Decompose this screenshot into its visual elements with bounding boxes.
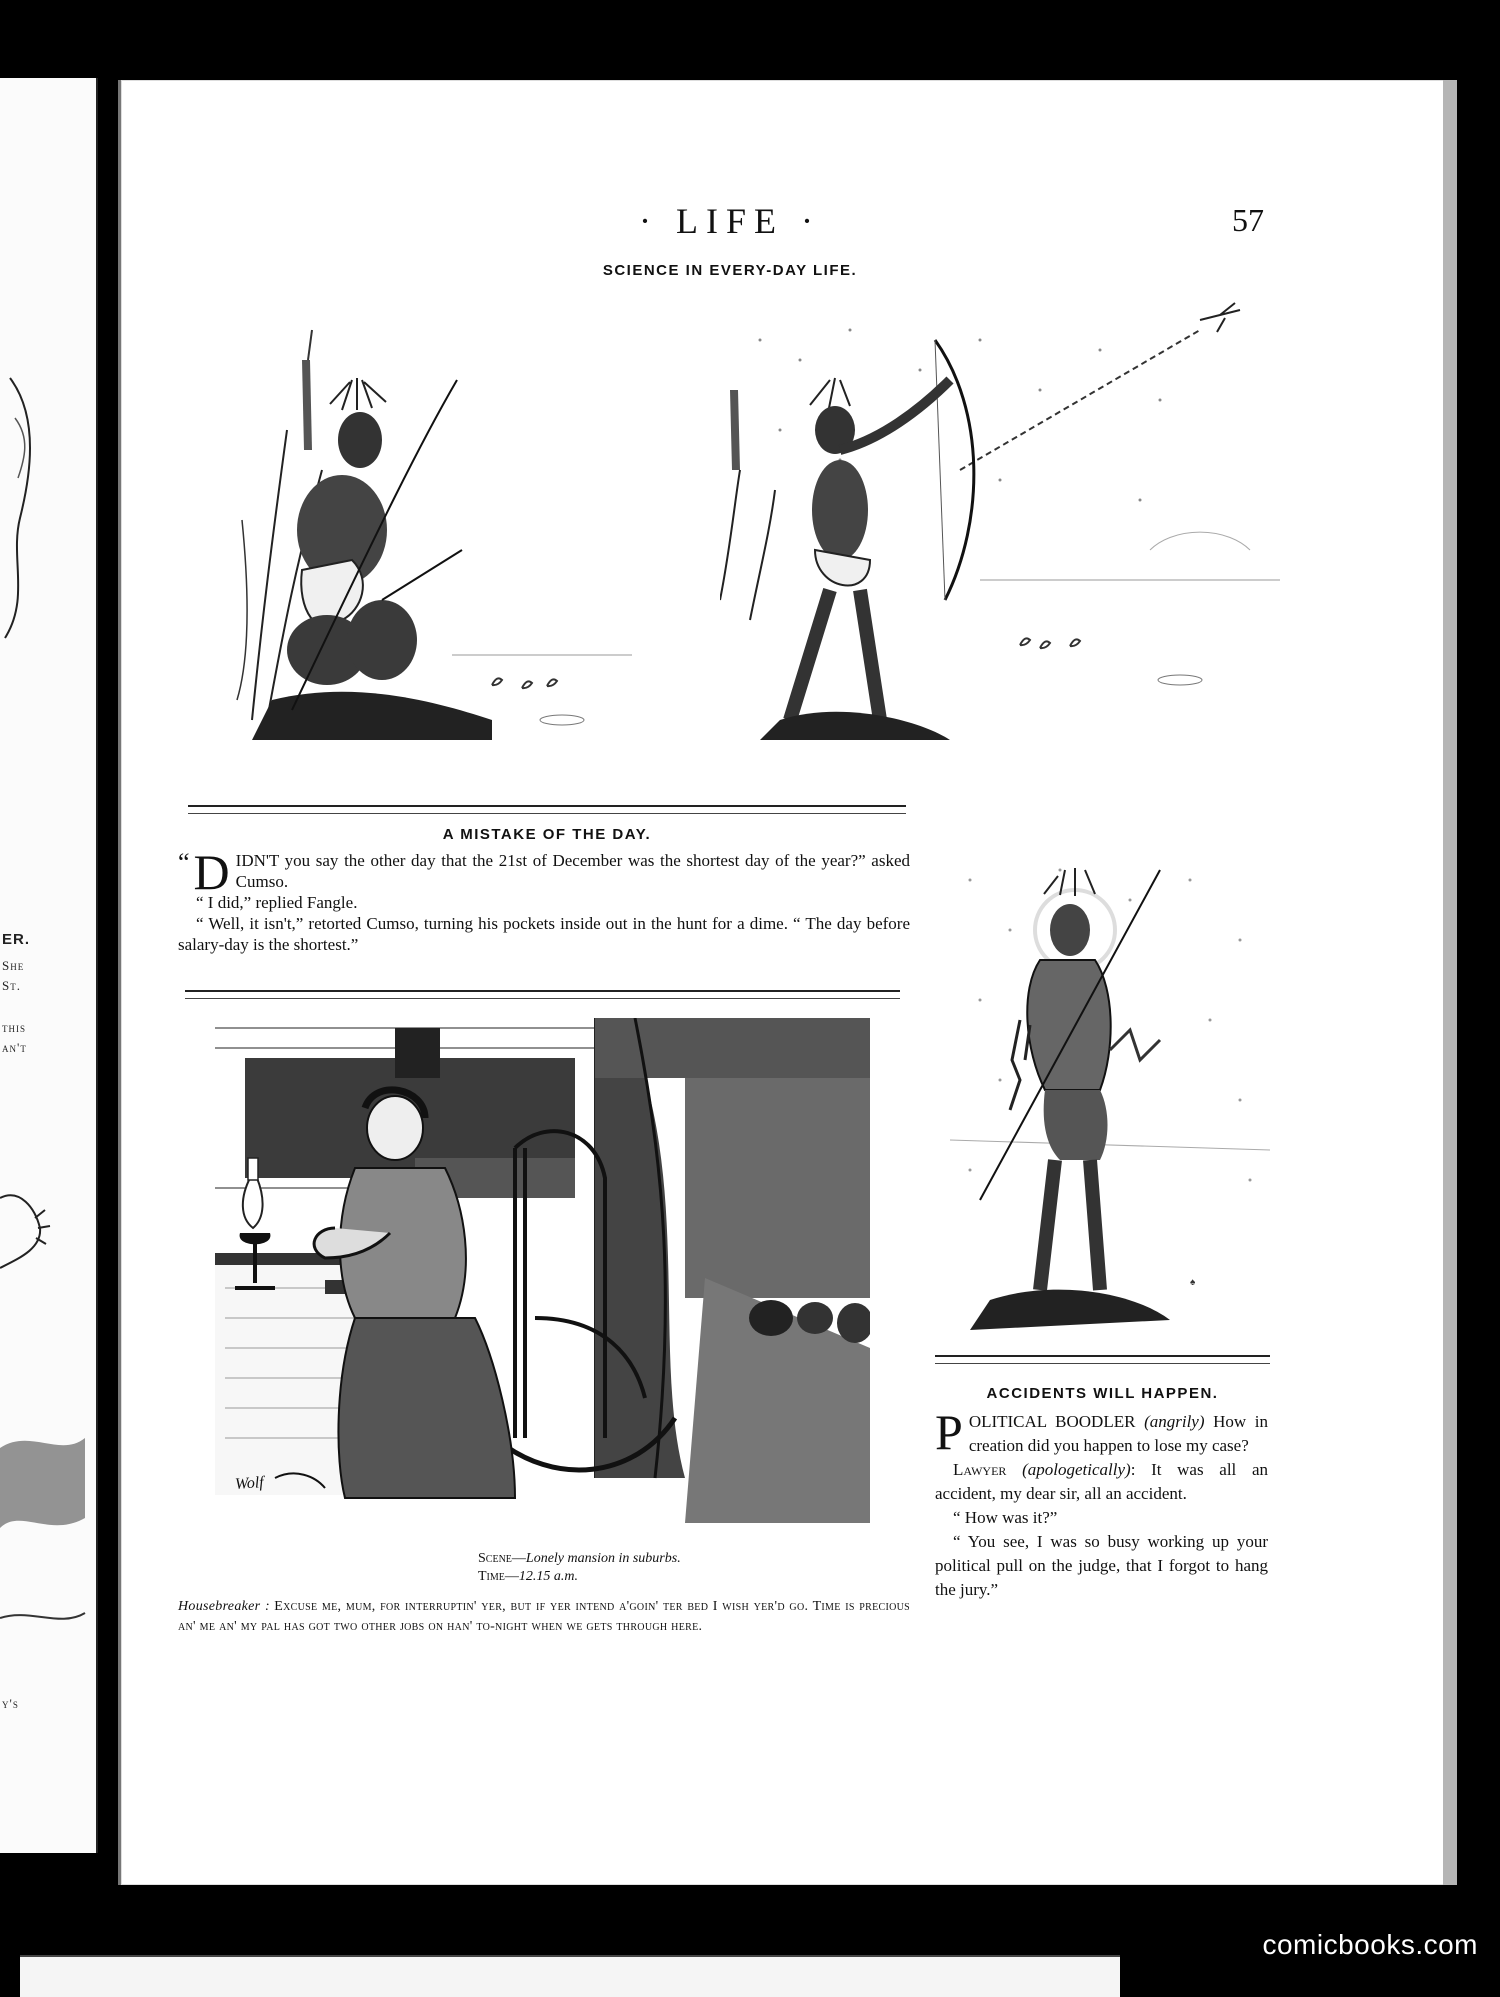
accidents-line-2: : It was all an accident, my dear sir, all an accident. [935,1460,1268,1503]
caption-time [478,1568,778,1586]
illustration-crouching-archer [232,320,632,750]
page-number: 57 [1232,202,1264,238]
prev-fragment-1: ER. [2,931,31,948]
accidents-speaker-2-direction: (apologetically) [1022,1460,1131,1479]
rule-above-accidents [935,1355,1270,1364]
caption-time-label: Time— [478,1569,519,1584]
accidents-speaker-1: OLITICAL BOODLER [968,1412,1136,1431]
mistake-article [178,844,910,955]
caption-scene-text: Lonely mansion in suburbs. [525,1551,681,1566]
accidents-paragraph-3: “ How was it?” [953,1508,1058,1527]
masthead-title: · LIFE · [639,201,821,241]
cartoon-dialogue [178,1596,910,1636]
accidents-paragraph-1 [935,1404,1269,1460]
dialogue-speaker: Housebreaker : [178,1599,270,1614]
prev-fragment-2: She [2,958,25,973]
mistake-dropcap: D [193,844,230,900]
prev-fragment-4: this [2,1020,26,1035]
feature-title: SCIENCE IN EVERY-DAY LIFE. [602,262,858,279]
mistake-paragraph-1 [178,844,910,900]
accidents-speaker-2: Lawyer [953,1460,1007,1479]
accidents-line-1: How in creation did you happen to lose my case? [968,1412,1269,1455]
prev-page-sketch-bottom [0,1368,90,1668]
accidents-paragraph-4: “ You see, I was so busy working up your political pull on the judge, that I forgot to hang the jury.” [935,1532,1268,1599]
dialogue-speech: Excuse me, mum, for interruptin' yer, but if yer intend a'goin' ter bed I wish yer'd go. Time is precious an' me an' my pal has got two other jobs on han' to-night when we gets through here. [178,1599,910,1634]
accidents-speaker-1-direction: (angrily) [1144,1412,1205,1431]
caption-scene [478,1550,778,1568]
prev-page-sketch-top [0,358,90,658]
page-edge-shadow [1443,80,1457,1885]
caption-scene-label: Scene— [478,1551,526,1566]
mistake-open-quote: “ [178,848,190,877]
illustration-archer-shooting [720,300,1280,750]
illustration-lonely-mansion-cartoon [215,1018,870,1523]
prev-fragment-5: an't [2,1040,27,1055]
previous-page-edge [0,78,98,1853]
cartoon-caption [478,1550,778,1586]
accidents-paragraph-2 [935,1458,1268,1506]
illustration-archer-with-catch [950,850,1270,1340]
rule-under-mistake [185,990,900,999]
artist-signature-text: Wolf [234,1474,265,1493]
prev-fragment-3: St. [2,978,21,993]
prev-fragment-6: y's [2,1696,19,1711]
mistake-heading: A MISTAKE OF THE DAY. [442,826,652,843]
mistake-paragraph-3: “ Well, it isn't,” retorted Cumso, turning his pockets inside out in the hunt for a dime. “ The day before salary-day is the shortest.” [178,914,910,954]
rule-under-feature [188,805,906,814]
mistake-paragraph-1-text: IDN'T you say the other day that the 21st of December was the shortest day of the year?” asked Cumso. [235,851,910,891]
svg-text:♠: ♠ [1190,1277,1196,1288]
accidents-article [935,1404,1269,1602]
accidents-dropcap: P [935,1404,963,1460]
cartoon-artist-signature [234,1474,264,1494]
prev-page-sketch-middle [0,1158,90,1298]
watermark: comicbooks.com [1262,1929,1478,1960]
caption-time-text: 12.15 a.m. [518,1569,579,1584]
mistake-paragraph-2: “ I did,” replied Fangle. [196,893,358,912]
next-page-edge [20,1955,1120,1997]
accidents-heading: ACCIDENTS WILL HAPPEN. [986,1385,1219,1402]
